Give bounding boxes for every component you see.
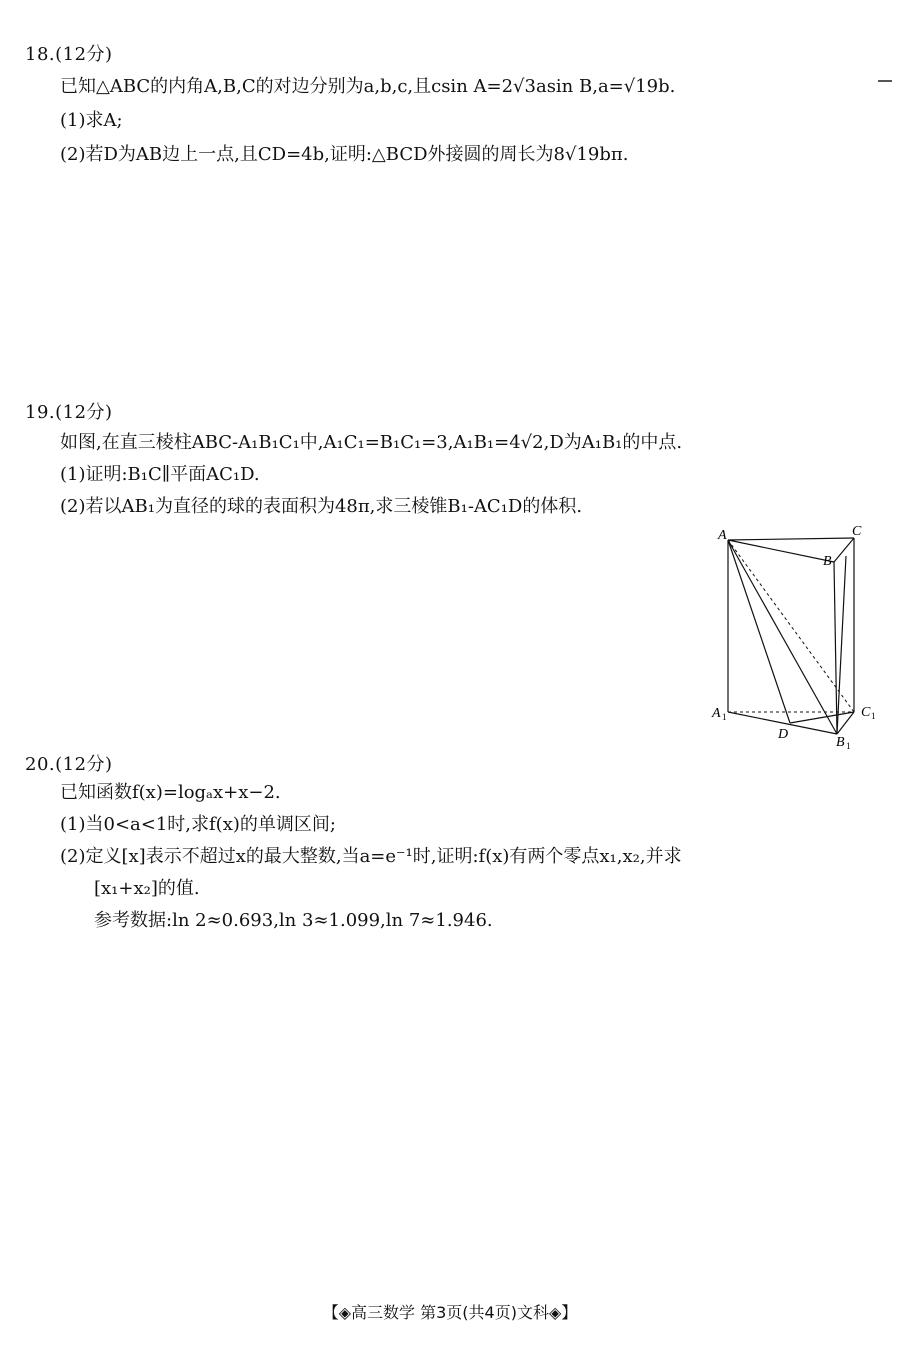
- problem-19-header: 19.(12分): [25, 402, 113, 423]
- problem-18-header: 18.(12分): [25, 44, 113, 65]
- label-A: A: [718, 528, 727, 543]
- problem-20-question-1: (1)当0<a<1时,求f(x)的单调区间;: [60, 814, 336, 835]
- margin-mark: [878, 80, 892, 82]
- label-B: B: [823, 554, 832, 569]
- edge-B1C1: [837, 712, 854, 734]
- edge-B1C: [837, 556, 846, 734]
- edge-BB1: [834, 562, 837, 734]
- label-C1: C: [861, 705, 871, 720]
- page-footer: 【◈高三数学 第3页(共4页)文科◈】: [322, 1303, 578, 1322]
- problem-18-question-1: (1)求A;: [60, 110, 123, 131]
- edge-DC1-solid: [790, 712, 854, 723]
- prism-diagram: [706, 522, 886, 754]
- problem-19-question-1: (1)证明:B₁C∥平面AC₁D.: [60, 464, 260, 485]
- edge-AB1: [728, 540, 837, 734]
- problem-18-stem: 已知△ABC的内角A,B,C的对边分别为a,b,c,且csin A=2√3asin B,a=√19b.: [60, 76, 676, 97]
- label-C1-sub: 1: [871, 711, 876, 721]
- problem-20-question-2-line-1: (2)定义[x]表示不超过x的最大整数,当a=e⁻¹时,证明:f(x)有两个零点x₁,x₂,并求: [60, 846, 682, 867]
- label-C: C: [852, 524, 862, 539]
- problem-19-stem: 如图,在直三棱柱ABC-A₁B₁C₁中,A₁C₁=B₁C₁=3,A₁B₁=4√2,D为A₁B₁的中点.: [60, 432, 683, 453]
- problem-20-header: 20.(12分): [25, 754, 113, 775]
- edge-BC: [834, 538, 854, 562]
- label-D: D: [778, 727, 789, 742]
- edge-AC: [728, 538, 854, 540]
- problem-20-reference-data: 参考数据:ln 2≈0.693,ln 3≈1.099,ln 7≈1.946.: [94, 910, 493, 931]
- problem-20-stem: 已知函数f(x)=logₐx+x−2.: [60, 782, 281, 803]
- label-A1: A: [712, 706, 721, 721]
- label-B1: B: [836, 735, 845, 750]
- prism-figure: [706, 522, 886, 754]
- label-A1-sub: 1: [722, 712, 727, 722]
- label-B1-sub: 1: [846, 741, 851, 751]
- problem-19-question-2: (2)若以AB₁为直径的球的表面积为48π,求三棱锥B₁-AC₁D的体积.: [60, 496, 583, 517]
- edge-AB: [728, 540, 834, 562]
- problem-20-question-2-line-2: [x₁+x₂]的值.: [94, 878, 200, 899]
- problem-18-question-2: (2)若D为AB边上一点,且CD=4b,证明:△BCD外接圆的周长为8√19bπ.: [60, 144, 629, 165]
- edge-AD: [728, 540, 790, 723]
